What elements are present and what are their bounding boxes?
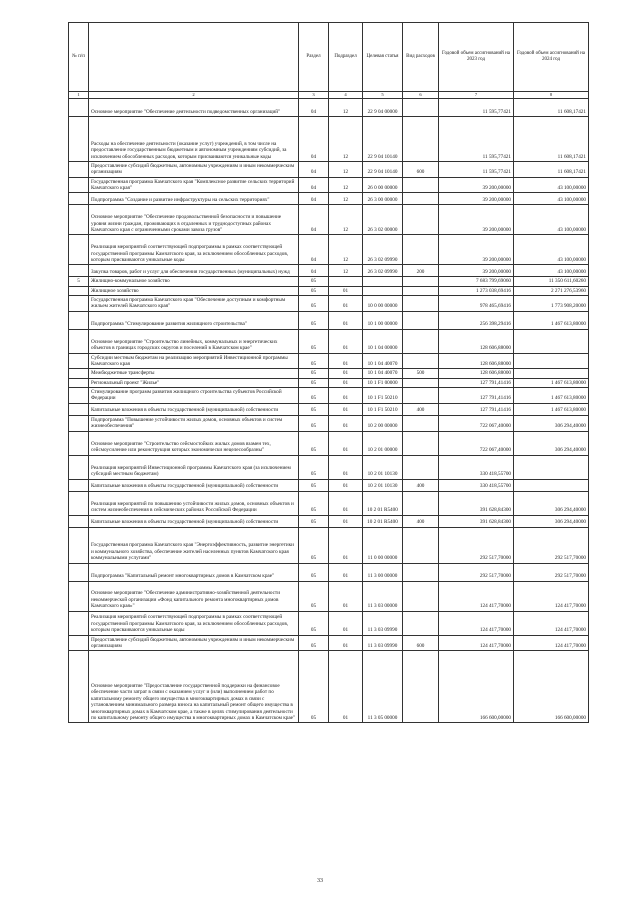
row-statya: 10 2 01 R5400 bbox=[363, 491, 403, 515]
row-number bbox=[69, 455, 89, 479]
row-razdel: 05 bbox=[299, 415, 329, 431]
row-podrazdel: 12 bbox=[329, 265, 363, 277]
row-amount-2023: 7 683 799,69060 bbox=[439, 277, 514, 286]
row-name: Капитальные вложения в объекты государственной (муниципальной) собственности bbox=[89, 403, 299, 415]
row-vid: 500 bbox=[403, 369, 439, 378]
row-name: Капитальные вложения в объекты государственной (муниципальной) собственности bbox=[89, 515, 299, 527]
column-number: 5 bbox=[363, 92, 403, 99]
row-statya: 11 3 03 09990 bbox=[363, 635, 403, 651]
row-razdel: 05 bbox=[299, 353, 329, 369]
row-name: Капитальные вложения в объекты государственной (муниципальной) собственности bbox=[89, 479, 299, 491]
row-amount-2024: 292 517,70000 bbox=[514, 527, 589, 563]
header-2023: Годовой объем ассигнований на 2023 год bbox=[439, 23, 514, 92]
row-podrazdel: 12 bbox=[329, 99, 363, 117]
column-number-row bbox=[69, 92, 589, 99]
row-razdel: 05 bbox=[299, 651, 329, 723]
row-vid bbox=[403, 651, 439, 723]
row-podrazdel: 01 bbox=[329, 611, 363, 635]
row-amount-2023: 391 628,84300 bbox=[439, 491, 514, 515]
row-name: Региональный проект "Жилье" bbox=[89, 378, 299, 387]
row-statya: 10 0 00 00000 bbox=[363, 296, 403, 312]
column-number: 1 bbox=[69, 92, 89, 99]
row-razdel: 05 bbox=[299, 491, 329, 515]
table-row bbox=[69, 193, 589, 205]
table-row bbox=[69, 611, 589, 635]
row-number bbox=[69, 205, 89, 235]
row-amount-2023: 128 606,88000 bbox=[439, 329, 514, 353]
row-vid bbox=[403, 527, 439, 563]
row-vid: 200 bbox=[403, 265, 439, 277]
table-row bbox=[69, 415, 589, 431]
row-amount-2024 bbox=[514, 455, 589, 479]
row-number bbox=[69, 369, 89, 378]
row-statya: 26 3 02 00000 bbox=[363, 205, 403, 235]
row-amount-2023: 11 595,77421 bbox=[439, 99, 514, 117]
row-amount-2023: 722 067,40000 bbox=[439, 415, 514, 431]
row-number bbox=[69, 581, 89, 611]
row-number bbox=[69, 527, 89, 563]
row-amount-2023: 722 067,40000 bbox=[439, 431, 514, 455]
row-name: Основное мероприятие "Обеспечение продовольственной безопасности и повышение уровня жизни граждан, проживающих в отдаленных и труднодоступных районах Камчатского края с ограниченными сроками завоза грузов" bbox=[89, 205, 299, 235]
row-amount-2023: 292 517,70000 bbox=[439, 563, 514, 581]
row-razdel: 05 bbox=[299, 479, 329, 491]
row-razdel: 04 bbox=[299, 235, 329, 265]
row-amount-2023: 166 600,00000 bbox=[439, 651, 514, 723]
row-amount-2024: 1 467 613,80000 bbox=[514, 378, 589, 387]
row-name: Жилищно-коммунальное хозяйство bbox=[89, 277, 299, 286]
row-podrazdel: 01 bbox=[329, 353, 363, 369]
table-row bbox=[69, 635, 589, 651]
row-number bbox=[69, 117, 89, 162]
row-statya: 22 9 04 10140 bbox=[363, 117, 403, 162]
row-amount-2024: 292 517,70000 bbox=[514, 563, 589, 581]
row-name: Предоставление субсидий бюджетным, автономным учреждениям и иным некоммерческим организациям bbox=[89, 162, 299, 178]
row-vid bbox=[403, 329, 439, 353]
row-amount-2024: 43 100,00000 bbox=[514, 235, 589, 265]
row-amount-2023: 128 606,88000 bbox=[439, 369, 514, 378]
table-row bbox=[69, 162, 589, 178]
row-name: Основное мероприятие "Предоставление государственной поддержки на финансовое обеспечение части затрат в связи с оказанием услуг и (или) выполнением работ по капитальному ремонту общего имущества в многоквартирных домах в связи с установлением минимального размера взноса на капитальный ремонт общего имущества в многоквартирных домах в Камчатском крае, а также в целях стимулирования деятельности по капитальному ремонту общего имущества в многоквартирных домах в Камчатском крае" bbox=[89, 651, 299, 723]
row-amount-2024: 124 417,70000 bbox=[514, 635, 589, 651]
row-razdel: 05 bbox=[299, 611, 329, 635]
column-number: 2 bbox=[89, 92, 299, 99]
row-vid bbox=[403, 388, 439, 404]
row-statya: 10 1 00 00000 bbox=[363, 311, 403, 329]
row-statya: 10 2 01 R5400 bbox=[363, 515, 403, 527]
header-name bbox=[89, 23, 299, 92]
row-statya: 10 2 00 00000 bbox=[363, 415, 403, 431]
row-razdel: 05 bbox=[299, 296, 329, 312]
table-row bbox=[69, 265, 589, 277]
row-statya: 10 1 04 40070 bbox=[363, 369, 403, 378]
row-number bbox=[69, 431, 89, 455]
row-razdel: 05 bbox=[299, 286, 329, 295]
table-row bbox=[69, 277, 589, 286]
row-vid bbox=[403, 563, 439, 581]
row-number bbox=[69, 177, 89, 193]
row-number bbox=[69, 378, 89, 387]
row-number bbox=[69, 311, 89, 329]
row-name: Предоставление субсидий бюджетным, автономным учреждениям и иным некоммерческим организациям bbox=[89, 635, 299, 651]
table-row bbox=[69, 117, 589, 162]
table-row bbox=[69, 651, 589, 723]
row-number bbox=[69, 353, 89, 369]
row-statya: 10 1 F1 00000 bbox=[363, 378, 403, 387]
row-razdel: 04 bbox=[299, 99, 329, 117]
table-row bbox=[69, 479, 589, 491]
row-podrazdel bbox=[329, 277, 363, 286]
row-vid bbox=[403, 455, 439, 479]
row-razdel: 04 bbox=[299, 193, 329, 205]
header-razdel: Раздел bbox=[299, 23, 329, 92]
row-podrazdel: 12 bbox=[329, 205, 363, 235]
row-number bbox=[69, 563, 89, 581]
row-razdel: 05 bbox=[299, 329, 329, 353]
row-statya: 11 0 00 00000 bbox=[363, 527, 403, 563]
row-name: Стимулирование программ развития жилищного строительства субъектов Российской Федерации bbox=[89, 388, 299, 404]
row-vid bbox=[403, 177, 439, 193]
row-name: Государственная программа Камчатского края "Комплексное развитие сельских территорий Камчатского края" bbox=[89, 177, 299, 193]
table-row bbox=[69, 563, 589, 581]
row-amount-2024: 2 271 276,53960 bbox=[514, 286, 589, 295]
row-name: Реализация мероприятий соответствующей подпрограммы в рамках соответствующей государственной программы Камчатского края, за исключением обособленных расходов, которым присваиваются уникальные коды bbox=[89, 235, 299, 265]
row-podrazdel: 01 bbox=[329, 581, 363, 611]
row-amount-2024: 43 100,00000 bbox=[514, 193, 589, 205]
row-number bbox=[69, 162, 89, 178]
row-amount-2024: 11 608,17421 bbox=[514, 162, 589, 178]
row-amount-2023: 256 398,29416 bbox=[439, 311, 514, 329]
row-vid bbox=[403, 491, 439, 515]
header-vid: Вид расходов bbox=[403, 23, 439, 92]
row-amount-2023: 39 200,00000 bbox=[439, 205, 514, 235]
header-2024: Годовой объем ассигнований на 2024 год bbox=[514, 23, 589, 92]
row-statya: 10 1 F1 50210 bbox=[363, 388, 403, 404]
row-razdel: 04 bbox=[299, 205, 329, 235]
row-razdel: 04 bbox=[299, 117, 329, 162]
row-amount-2024: 11 350 611,60260 bbox=[514, 277, 589, 286]
row-number bbox=[69, 403, 89, 415]
row-razdel: 05 bbox=[299, 635, 329, 651]
row-number bbox=[69, 611, 89, 635]
row-name: Расходы на обеспечение деятельности (оказание услуг) учреждений, в том числе на предоставление государственным бюджетным и автономным учреждениям субсидий, за исключением обособленных расходов, которым присваиваются уникальные коды bbox=[89, 117, 299, 162]
table-row bbox=[69, 177, 589, 193]
column-number: 3 bbox=[299, 92, 329, 99]
row-razdel: 05 bbox=[299, 277, 329, 286]
table-row bbox=[69, 329, 589, 353]
header-num: № п/п bbox=[69, 23, 89, 92]
row-name: Закупка товаров, работ и услуг для обеспечения государственных (муниципальных) нужд bbox=[89, 265, 299, 277]
row-name: Реализация мероприятий соответствующей подпрограммы в рамках соответствующей государственной программы Камчатского края, за исключением обособленных расходов, которым присваиваются уникальные коды bbox=[89, 611, 299, 635]
row-amount-2024: 1 773 908,20000 bbox=[514, 296, 589, 312]
row-podrazdel: 01 bbox=[329, 479, 363, 491]
row-podrazdel: 12 bbox=[329, 177, 363, 193]
row-podrazdel: 01 bbox=[329, 455, 363, 479]
row-vid: 600 bbox=[403, 162, 439, 178]
row-statya: 26 3 02 09990 bbox=[363, 235, 403, 265]
row-vid bbox=[403, 378, 439, 387]
header-row bbox=[69, 23, 589, 92]
table-row bbox=[69, 369, 589, 378]
row-vid bbox=[403, 286, 439, 295]
row-podrazdel: 01 bbox=[329, 369, 363, 378]
row-name: Жилищное хозяйство bbox=[89, 286, 299, 295]
row-name: Реализация мероприятий Инвестиционной программы Камчатского края (за исключением субсидий местным бюджетам) bbox=[89, 455, 299, 479]
row-number bbox=[69, 296, 89, 312]
row-statya: 11 3 03 09990 bbox=[363, 611, 403, 635]
column-number: 6 bbox=[403, 92, 439, 99]
row-statya bbox=[363, 277, 403, 286]
table-row bbox=[69, 581, 589, 611]
row-podrazdel: 01 bbox=[329, 296, 363, 312]
row-statya: 22 9 04 10140 bbox=[363, 162, 403, 178]
row-vid: 400 bbox=[403, 403, 439, 415]
table-row bbox=[69, 527, 589, 563]
row-amount-2024: 124 417,70000 bbox=[514, 611, 589, 635]
row-amount-2024: 1 467 613,80000 bbox=[514, 388, 589, 404]
row-amount-2024: 306 294,40000 bbox=[514, 431, 589, 455]
row-name: Подпрограмма "Капитальный ремонт многоквартирных домов в Камчатском крае" bbox=[89, 563, 299, 581]
row-amount-2023: 978 465,69416 bbox=[439, 296, 514, 312]
row-statya bbox=[363, 286, 403, 295]
table-row bbox=[69, 286, 589, 295]
row-amount-2023: 39 200,00000 bbox=[439, 177, 514, 193]
row-podrazdel: 12 bbox=[329, 193, 363, 205]
row-podrazdel: 01 bbox=[329, 378, 363, 387]
row-name: Основное мероприятие "Строительство сейсмостойких жилых домов взамен тех, сейсмоусиление или реконструкция которых экономически нецелесообразны" bbox=[89, 431, 299, 455]
row-amount-2023: 124 417,70000 bbox=[439, 635, 514, 651]
row-number bbox=[69, 515, 89, 527]
row-name: Субсидии местным бюджетам на реализацию мероприятий Инвестиционной программы Камчатского края bbox=[89, 353, 299, 369]
row-number bbox=[69, 651, 89, 723]
row-statya: 26 3 02 09990 bbox=[363, 265, 403, 277]
row-amount-2023: 124 417,70000 bbox=[439, 581, 514, 611]
row-number bbox=[69, 99, 89, 117]
row-podrazdel: 01 bbox=[329, 415, 363, 431]
row-podrazdel: 01 bbox=[329, 388, 363, 404]
table-row bbox=[69, 311, 589, 329]
row-razdel: 05 bbox=[299, 369, 329, 378]
row-name: Реализация мероприятий по повышению устойчивости жилых домов, основных объектов и систем жизнеобеспечения в сейсмических районах Российской Федерации bbox=[89, 491, 299, 515]
row-podrazdel: 01 bbox=[329, 515, 363, 527]
row-amount-2024 bbox=[514, 369, 589, 378]
row-amount-2023: 39 200,00000 bbox=[439, 265, 514, 277]
row-number bbox=[69, 491, 89, 515]
row-vid bbox=[403, 117, 439, 162]
row-name: Подпрограмма "Стимулирование развития жилищного строительства" bbox=[89, 311, 299, 329]
table-row bbox=[69, 296, 589, 312]
row-amount-2023: 127 791,41416 bbox=[439, 378, 514, 387]
row-razdel: 05 bbox=[299, 527, 329, 563]
row-statya: 26 0 00 00000 bbox=[363, 177, 403, 193]
row-razdel: 04 bbox=[299, 162, 329, 178]
row-amount-2023: 11 595,77421 bbox=[439, 117, 514, 162]
column-number: 4 bbox=[329, 92, 363, 99]
row-statya: 10 1 04 40070 bbox=[363, 353, 403, 369]
row-vid: 600 bbox=[403, 635, 439, 651]
row-amount-2024: 11 608,17421 bbox=[514, 117, 589, 162]
row-podrazdel: 01 bbox=[329, 286, 363, 295]
row-name: Основное мероприятие "Обеспечение административно-хозяйственной деятельности некоммерческой организации «Фонд капитального ремонта многоквартирных домов Камчатского края»" bbox=[89, 581, 299, 611]
table-row bbox=[69, 99, 589, 117]
budget-table bbox=[68, 22, 589, 723]
row-podrazdel: 01 bbox=[329, 651, 363, 723]
row-podrazdel: 12 bbox=[329, 162, 363, 178]
column-number: 7 bbox=[439, 92, 514, 99]
row-number bbox=[69, 286, 89, 295]
row-podrazdel: 01 bbox=[329, 329, 363, 353]
row-statya: 10 2 01 00000 bbox=[363, 431, 403, 455]
row-number bbox=[69, 635, 89, 651]
row-number bbox=[69, 479, 89, 491]
row-name: Межбюджетные трансферты bbox=[89, 369, 299, 378]
row-vid bbox=[403, 311, 439, 329]
header-statya: Целевая статья bbox=[363, 23, 403, 92]
row-razdel: 04 bbox=[299, 177, 329, 193]
row-amount-2023: 330 418,55700 bbox=[439, 479, 514, 491]
row-razdel: 05 bbox=[299, 311, 329, 329]
row-podrazdel: 12 bbox=[329, 117, 363, 162]
row-razdel: 05 bbox=[299, 515, 329, 527]
row-amount-2024: 11 608,17421 bbox=[514, 99, 589, 117]
row-amount-2023: 124 417,70000 bbox=[439, 611, 514, 635]
row-amount-2024: 306 294,40000 bbox=[514, 515, 589, 527]
row-vid bbox=[403, 415, 439, 431]
row-vid: 400 bbox=[403, 479, 439, 491]
row-amount-2024: 43 100,00000 bbox=[514, 265, 589, 277]
row-amount-2024: 1 467 613,80000 bbox=[514, 403, 589, 415]
row-podrazdel: 12 bbox=[329, 235, 363, 265]
table-row bbox=[69, 491, 589, 515]
row-podrazdel: 01 bbox=[329, 311, 363, 329]
row-statya: 26 3 00 00000 bbox=[363, 193, 403, 205]
row-vid: 400 bbox=[403, 515, 439, 527]
table-row bbox=[69, 378, 589, 387]
row-vid bbox=[403, 99, 439, 117]
row-number bbox=[69, 329, 89, 353]
row-amount-2023: 128 606,88000 bbox=[439, 353, 514, 369]
row-amount-2024: 43 100,00000 bbox=[514, 205, 589, 235]
row-amount-2024 bbox=[514, 353, 589, 369]
row-statya: 11 3 03 00000 bbox=[363, 581, 403, 611]
table-row bbox=[69, 455, 589, 479]
table-row bbox=[69, 403, 589, 415]
table-row bbox=[69, 388, 589, 404]
row-amount-2024: 166 600,00000 bbox=[514, 651, 589, 723]
row-statya: 11 3 00 00000 bbox=[363, 563, 403, 581]
row-amount-2023: 127 791,41416 bbox=[439, 388, 514, 404]
row-amount-2023: 292 517,70000 bbox=[439, 527, 514, 563]
row-name: Основное мероприятие "Обеспечение деятельности подведомственных организаций" bbox=[89, 99, 299, 117]
row-razdel: 05 bbox=[299, 403, 329, 415]
row-statya: 10 2 01 10130 bbox=[363, 479, 403, 491]
row-razdel: 05 bbox=[299, 431, 329, 455]
row-podrazdel: 01 bbox=[329, 635, 363, 651]
row-amount-2024: 306 294,40000 bbox=[514, 415, 589, 431]
row-name: Государственная программа Камчатского края "Энергоэффективность, развитие энергетики и коммунального хозяйства, обеспечение жителей населенных пунктов Камчатского края коммунальными услугами" bbox=[89, 527, 299, 563]
row-amount-2023: 127 791,41416 bbox=[439, 403, 514, 415]
row-statya: 22 9 04 00000 bbox=[363, 99, 403, 117]
column-number: 8 bbox=[514, 92, 589, 99]
row-vid bbox=[403, 431, 439, 455]
row-vid bbox=[403, 581, 439, 611]
table-row bbox=[69, 353, 589, 369]
row-razdel: 05 bbox=[299, 455, 329, 479]
row-name: Основное мероприятие "Строительство линейных, коммунальных и энергетических объектов в границах городских округов и поселений в Камчатском крае" bbox=[89, 329, 299, 353]
row-amount-2023: 1 273 038,69416 bbox=[439, 286, 514, 295]
row-number bbox=[69, 415, 89, 431]
row-razdel: 05 bbox=[299, 563, 329, 581]
row-amount-2023: 39 200,00000 bbox=[439, 193, 514, 205]
row-amount-2024: 43 100,00000 bbox=[514, 177, 589, 193]
row-razdel: 04 bbox=[299, 265, 329, 277]
table-row bbox=[69, 205, 589, 235]
row-razdel: 05 bbox=[299, 388, 329, 404]
row-podrazdel: 01 bbox=[329, 527, 363, 563]
row-statya: 10 1 04 00000 bbox=[363, 329, 403, 353]
row-number: 5 bbox=[69, 277, 89, 286]
row-amount-2023: 330 418,55700 bbox=[439, 455, 514, 479]
row-podrazdel: 01 bbox=[329, 491, 363, 515]
row-amount-2024: 124 417,70000 bbox=[514, 581, 589, 611]
row-vid bbox=[403, 353, 439, 369]
table-row bbox=[69, 515, 589, 527]
row-amount-2023: 391 628,84300 bbox=[439, 515, 514, 527]
row-vid bbox=[403, 611, 439, 635]
page-number: 33 bbox=[317, 878, 323, 884]
row-name: Подпрограмма "Создание и развитие инфраструктуры на сельских территориях" bbox=[89, 193, 299, 205]
row-vid bbox=[403, 235, 439, 265]
row-vid bbox=[403, 277, 439, 286]
row-statya: 11 3 05 00000 bbox=[363, 651, 403, 723]
row-statya: 10 1 F1 50210 bbox=[363, 403, 403, 415]
row-name: Государственная программа Камчатского края "Обеспечение доступным и комфортным жильем жителей Камчатского края" bbox=[89, 296, 299, 312]
table-row bbox=[69, 431, 589, 455]
row-number bbox=[69, 235, 89, 265]
row-razdel: 05 bbox=[299, 378, 329, 387]
table-row bbox=[69, 235, 589, 265]
row-amount-2023: 39 200,00000 bbox=[439, 235, 514, 265]
row-amount-2024: 1 467 613,80000 bbox=[514, 311, 589, 329]
header-podrazdel: Подраздел bbox=[329, 23, 363, 92]
row-vid bbox=[403, 296, 439, 312]
row-vid bbox=[403, 205, 439, 235]
row-podrazdel: 01 bbox=[329, 563, 363, 581]
row-number bbox=[69, 388, 89, 404]
row-vid bbox=[403, 193, 439, 205]
row-podrazdel: 01 bbox=[329, 403, 363, 415]
row-statya: 10 2 01 10130 bbox=[363, 455, 403, 479]
row-podrazdel: 01 bbox=[329, 431, 363, 455]
table-body bbox=[69, 99, 589, 723]
row-name: Подпрограмма "Повышение устойчивости жилых домов, основных объектов и систем жизнеобеспечения" bbox=[89, 415, 299, 431]
row-razdel: 05 bbox=[299, 581, 329, 611]
row-amount-2024: 306 294,40000 bbox=[514, 491, 589, 515]
row-amount-2024 bbox=[514, 479, 589, 491]
row-amount-2023: 11 595,77421 bbox=[439, 162, 514, 178]
row-number bbox=[69, 193, 89, 205]
row-number bbox=[69, 265, 89, 277]
row-amount-2024 bbox=[514, 329, 589, 353]
